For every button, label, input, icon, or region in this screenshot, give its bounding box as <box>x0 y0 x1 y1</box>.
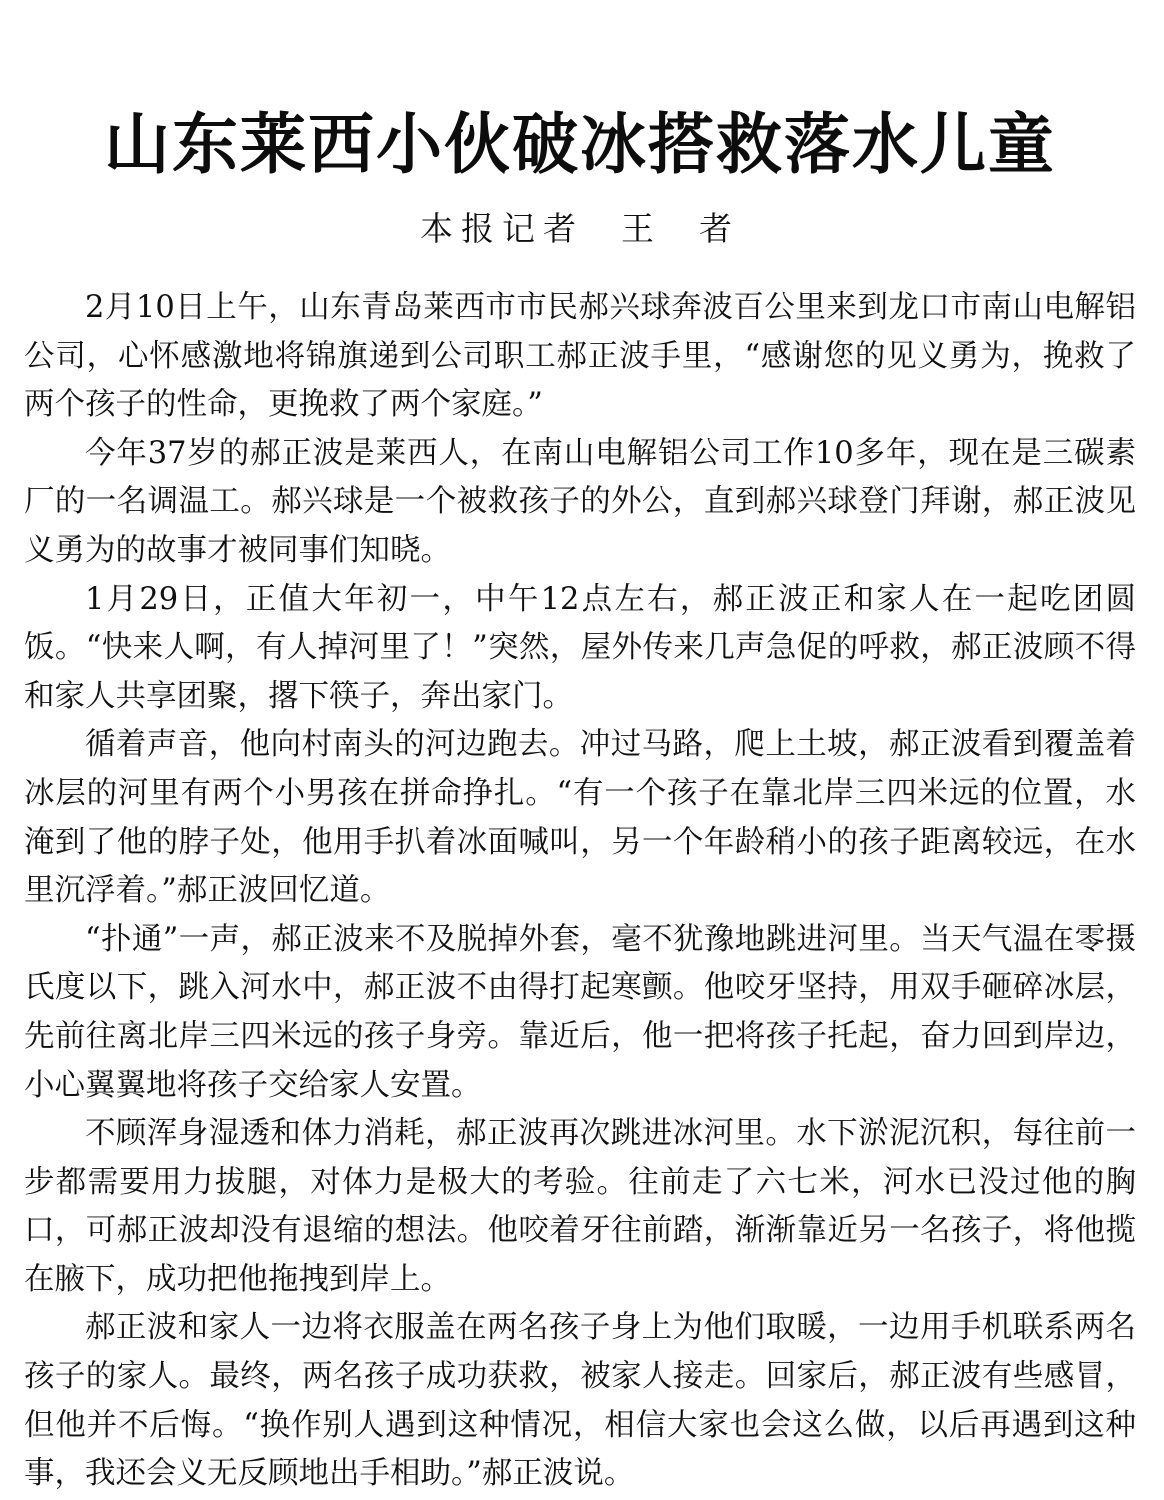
paragraph: 郝正波和家人一边将衣服盖在两名孩子身上为他们取暖，一边用手机联系两名孩子的家人。最终，两名孩子成功获救，被家人接走。回家后，郝正波有些感冒，但他并不后悔。“换作别人遇到这种情况，相信大家也会这么做，以后再遇到这种事，我还会义无反顾地出手相助。”郝正波说。 <box>24 1310 1136 1492</box>
article-byline: 本报记者 王 者 <box>420 209 740 248</box>
article-body <box>24 284 1136 1499</box>
paragraph: “扑通”一声，郝正波来不及脱掉外套，毫不犹豫地跳进河里。当天气温在零摄氏度以下，跳入河水中，郝正波不由得打起寒颤。他咬牙坚持，用双手砸碎冰层，先前往离北岸三四米远的孩子身旁。靠近后，他一把将孩子托起，奋力回到岸边，小心翼翼地将孩子交给家人安置。 <box>24 921 1136 1103</box>
paragraph: 循着声音，他向村南头的河边跑去。冲过马路，爬上土坡，郝正波看到覆盖着冰层的河里有两个小男孩在拼命挣扎。“有一个孩子在靠北岸三四米远的位置，水淹到了他的脖子处，他用手扒着冰面喊叫，另一个年龄稍小的孩子距离较远，在水里沉浮着。”郝正波回忆道。 <box>24 727 1136 909</box>
paragraph: 2月10日上午，山东青岛莱西市市民郝兴球奔波百公里来到龙口市南山电解铝公司，心怀感激地将锦旗递到公司职工郝正波手里，“感谢您的见义勇为，挽救了两个孩子的性命，更挽救了两个家庭。” <box>24 290 1136 423</box>
paragraph: 今年37岁的郝正波是莱西人，在南山电解铝公司工作10多年，现在是三碳素厂的一名调温工。郝兴球是一个被救孩子的外公，直到郝兴球登门拜谢，郝正波见义勇为的故事才被同事们知晓。 <box>24 435 1136 568</box>
paragraph: 不顾浑身湿透和体力消耗，郝正波再次跳进冰河里。水下淤泥沉积，每往前一步都需要用力拔腿，对体力是极大的考验。往前走了六七米，河水已没过他的胸口，可郝正波却没有退缩的想法。他咬着牙往前踏，渐渐靠近另一名孩子，将他揽在腋下，成功把他拖拽到岸上。 <box>24 1116 1136 1297</box>
article-headline: 山东莱西小伙破冰搭救落水儿童 <box>104 106 1056 183</box>
news-article <box>24 100 1136 1499</box>
paragraph: 1月29日，正值大年初一，中午12点左右，郝正波正和家人在一起吃团圆饭。“快来人啊，有人掉河里了！”突然，屋外传来几声急促的呼救，郝正波顾不得和家人共享团聚，撂下筷子，奔出家门。 <box>24 581 1136 714</box>
